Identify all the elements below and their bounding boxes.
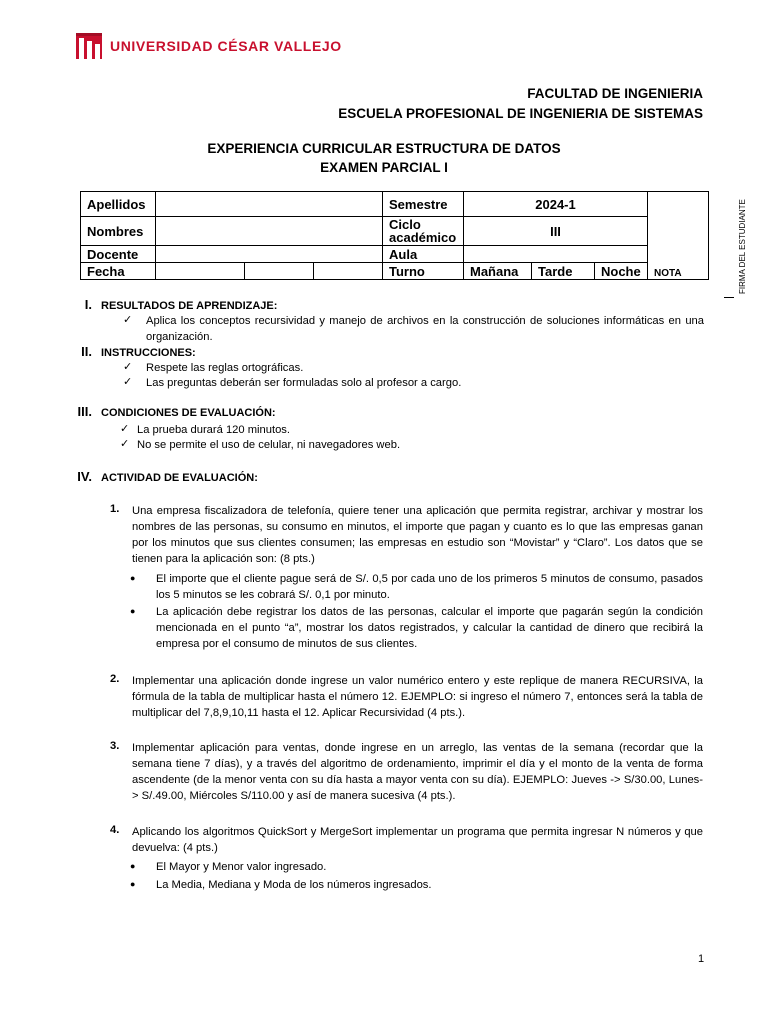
section-1-item: Aplica los conceptos recursividad y manejo de archivos en la construcción de soluciones informáticas en una organización. bbox=[146, 315, 704, 343]
question-2-number: 2. bbox=[110, 673, 120, 685]
semestre-label: Semestre bbox=[383, 192, 464, 217]
section-3-item: La prueba durará 120 minutos. bbox=[137, 424, 290, 436]
nombres-label: Nombres bbox=[81, 217, 156, 246]
turno-tarde[interactable]: Tarde bbox=[532, 263, 595, 280]
student-info-table bbox=[80, 191, 709, 280]
section-1-title: RESULTADOS DE APRENDIZAJE: bbox=[101, 300, 278, 312]
bullet-icon: ● bbox=[130, 573, 136, 583]
check-icon: ✓ bbox=[123, 314, 133, 326]
section-1-number: I. bbox=[84, 297, 92, 312]
section-3-item: No se permite el uso de celular, ni navegadores web. bbox=[137, 439, 401, 451]
section-2-title: INSTRUCCIONES: bbox=[101, 347, 196, 359]
ciclo-label: Ciclo académico bbox=[383, 217, 464, 246]
section-2-item: Las preguntas deberán ser formuladas solo al profesor a cargo. bbox=[146, 377, 462, 389]
nota-cell bbox=[648, 192, 709, 280]
university-name: UNIVERSIDAD CÉSAR VALLEJO bbox=[110, 38, 342, 54]
fecha-year-field[interactable] bbox=[313, 263, 382, 280]
question-1-bullet-1: El importe que el cliente pague será de S/. 0,5 por cada uno de los primeros 5 minutos de consumo, pasados los 5 minutos se les cobrará S/. 0,1 por minuto. bbox=[156, 573, 703, 601]
page-number: 1 bbox=[698, 953, 705, 965]
bullet-icon: ● bbox=[130, 879, 136, 889]
firma-line bbox=[724, 297, 734, 298]
turno-label: Turno bbox=[383, 263, 464, 280]
section-4-title: ACTIVIDAD DE EVALUACIÓN: bbox=[101, 472, 258, 484]
question-4-number: 4. bbox=[110, 824, 120, 836]
bullet-icon: ● bbox=[130, 606, 136, 616]
question-3-number: 3. bbox=[110, 740, 120, 752]
apellidos-field[interactable] bbox=[156, 192, 383, 217]
check-icon: ✓ bbox=[120, 423, 130, 435]
course-title: EXPERIENCIA CURRICULAR ESTRUCTURA DE DATOS bbox=[207, 141, 561, 156]
section-2-item: Respete las reglas ortográficas. bbox=[146, 362, 304, 374]
aula-field[interactable] bbox=[464, 246, 648, 263]
question-3-text: Implementar aplicación para ventas, donde ingrese en un arreglo, las ventas de la semana (recordar que la semana tiene 7 días), y a través del algoritmo de ordenamiento, imprimir el día y el monto de la venta de forma ascendente (de la menor venta con su día hasta a mayor venta con su día). EJEMPLO: Jueves -> S/30.00, Lunes-> S/.49.00, Miércoles S/110.00 y así de manera sucesiva (4 pts.). bbox=[132, 742, 703, 802]
turno-manana[interactable]: Mañana bbox=[464, 263, 532, 280]
section-3-title: CONDICIONES DE EVALUACIÓN: bbox=[101, 407, 276, 419]
question-4-text: Aplicando los algoritmos QuickSort y MergeSort implementar un programa que permita ingresar N números y que devuelva: (4 pts.) bbox=[132, 826, 703, 854]
firma-label: FIRMA DEL ESTUDIANTE bbox=[738, 199, 747, 294]
question-4-bullet-2: La Media, Mediana y Moda de los números ingresados. bbox=[156, 879, 432, 891]
docente-label: Docente bbox=[81, 246, 156, 263]
nombres-field[interactable] bbox=[156, 217, 383, 246]
question-4-bullet-1: El Mayor y Menor valor ingresado. bbox=[156, 861, 327, 873]
nota-label: NOTA bbox=[654, 268, 682, 279]
check-icon: ✓ bbox=[123, 361, 133, 373]
school-title: ESCUELA PROFESIONAL DE INGENIERIA DE SISTEMAS bbox=[338, 106, 703, 121]
ciclo-value: III bbox=[464, 217, 648, 246]
section-4-number: IV. bbox=[77, 469, 92, 484]
question-1-number: 1. bbox=[110, 503, 120, 515]
question-2-text: Implementar una aplicación donde ingrese un valor numérico entero y este replique de manera RECURSIVA, la fórmula de la tabla de multiplicar hasta el número 12. EJEMPLO: si ingreso el número 7, entonces será la tabla de multiplicar del 7,8,9,10,11 hasta el 12. Aplicar Recursividad (4 pts.). bbox=[132, 675, 703, 719]
section-2-number: II. bbox=[81, 344, 92, 359]
aula-label: Aula bbox=[383, 246, 464, 263]
exam-title: EXAMEN PARCIAL I bbox=[320, 160, 448, 175]
fecha-label: Fecha bbox=[81, 263, 156, 280]
question-1-text: Una empresa fiscalizadora de telefonía, quiere tener una aplicación que permita registrar, archivar y mostrar los nombres de las personas, su consumo en minutos, el importe que pagan y cuanto es lo que las empresas ganan por los minutos que sus clientes consumen; las empresas en estudio son “Movistar” y “Claro”. Los datos que se tienen para la aplicación son: (8 pts.) bbox=[132, 505, 703, 565]
check-icon: ✓ bbox=[123, 376, 133, 388]
apellidos-label: Apellidos bbox=[81, 192, 156, 217]
turno-noche[interactable]: Noche bbox=[595, 263, 648, 280]
fecha-day-field[interactable] bbox=[156, 263, 245, 280]
check-icon: ✓ bbox=[120, 438, 130, 450]
question-1-bullet-2: La aplicación debe registrar los datos de las personas, calcular el importe que pagarán según la condición mencionada en el punto “a”, mostrar los datos registrados, y calcular la cantidad de dinero que recibirá la empresa por el consumo de minutos de sus clientes. bbox=[156, 606, 703, 650]
bullet-icon: ● bbox=[130, 861, 136, 871]
fecha-month-field[interactable] bbox=[244, 263, 313, 280]
docente-field[interactable] bbox=[156, 246, 383, 263]
section-3-number: III. bbox=[77, 404, 92, 419]
university-logo bbox=[76, 33, 342, 59]
semestre-value: 2024-1 bbox=[464, 192, 648, 217]
ucv-logo-icon bbox=[76, 33, 102, 59]
faculty-title: FACULTAD DE INGENIERIA bbox=[527, 86, 703, 101]
